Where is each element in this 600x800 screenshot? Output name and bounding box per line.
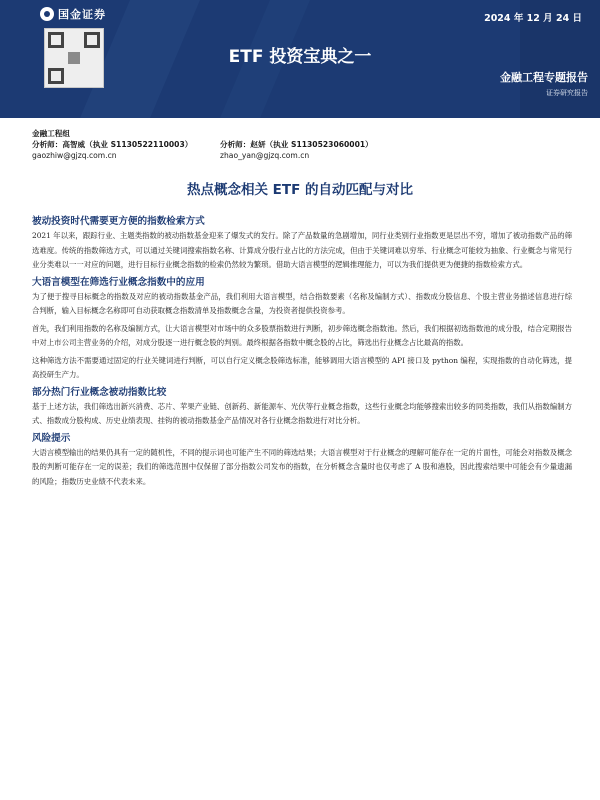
section-4-heading: 风险提示 (32, 432, 71, 444)
analyst-info (32, 128, 373, 161)
section-2-paragraph-1: 为了便于搜寻目标概念的指数及对应的被动指数基金产品，我们利用大语言模型，结合指数要素（名称及编制方式）、指数成分股信息、个股主营业务描述信息进行综合判断，输入目标概念名称即可自动获取概念指数清单及指数概念含量，为投资者提供投资参考。 (32, 291, 572, 315)
report-body (32, 215, 572, 492)
report-type: 金融工程专题报告 (500, 71, 588, 84)
report-title: 热点概念相关 ETF 的自动匹配与对比 (186, 182, 414, 198)
section-3-paragraph: 基于上述方法，我们筛选出新兴消费、芯片、苹果产业链、创新药、新能源车、光伏等行业概念指数，这些行业概念均能够搜索出较多的同类指数，我们从指数编制方式、指数成分股构成、历史业绩表现、挂钩的被动指数基金产品情况对各行业概念指数进行对比分析。 (32, 401, 572, 425)
company-logo (40, 6, 106, 22)
analyst-emails (32, 150, 373, 161)
guojin-logo-icon (40, 7, 54, 21)
section-4-paragraph: 大语言模型输出的结果仍具有一定的随机性，不同的提示词也可能产生不同的筛选结果；大语言模型对于行业概念的理解可能存在一定的片面性，可能会对指数及概念股的判断可能存在一定的误差；我们的筛选范围中仅保留了部分指数公司发布的指数，在分析概念含量时也仅考虑了 A 股和港股，因此搜索结果中可能会有少量遗漏的风险；指数历史业绩不代表未来。 (32, 447, 572, 486)
section-2-paragraph-3: 这种筛选方法不需要通过固定的行业关键词进行判断，可以自行定义概念股筛选标准，能够调用大语言模型的 API 接口及 python 编程，实现指数的自动化筛选，提高投研生产力。 (32, 355, 572, 379)
analyst-names (32, 139, 373, 150)
report-date: 2024 年 12 月 24 日 (484, 13, 582, 24)
analyst-2: 分析师：赵妍（执业 S1130523060001） (220, 140, 373, 149)
section-2-heading: 大语言模型在筛选行业概念指数中的应用 (32, 276, 205, 288)
section-2-paragraph-2: 首先，我们利用指数的名称及编制方式，让大语言模型对市场中的众多股票指数进行判断，初步筛选概念指数池。然后，我们根据初选指数池的成分股，结合定期报告中对上市公司主营业务的介绍，对成分股逐一进行概念股的判别。最终根据各指数中概念股的占比，筛选出行业概念占比最高的指数。 (32, 323, 572, 347)
report-subtype: 证券研究报告 (546, 89, 588, 97)
analyst-department: 金融工程组 (32, 129, 70, 138)
section-3-heading: 部分热门行业概念被动指数比较 (32, 386, 167, 398)
section-1-paragraph: 2021 年以来，跟踪行业、主题类指数的被动指数基金迎来了爆发式的发行。除了产品数量的急剧增加，同行业类别行业指数更是层出不穷，增加了被动指数产品的筛选难度。传统的指数筛选方式，可以通过关键词搜索指数名称、计算成分股行业占比的方法完成，但由于关键词难以穷举、行业概念可能较为抽象、行业概念与常见行业分类难以一一对应的问题，进行目标行业概念指数的检索仍然较为繁琐。借助大语言模型的逻辑推理能力，可以为我们提供更为便捷的指数检索方式。 (32, 231, 572, 269)
analyst-1: 分析师：高智威（执业 S1130522110003） (32, 140, 193, 149)
analyst-2-email: zhao_yan@gjzq.com.cn (220, 151, 310, 160)
logo-text: 国金证券 (58, 8, 106, 21)
report-header-banner (0, 0, 600, 118)
series-title: ETF 投资宝典之一 (228, 47, 372, 67)
section-1-heading: 被动投资时代需要更方便的指数检索方式 (32, 216, 205, 227)
analyst-1-email: gaozhiw@gjzq.com.cn (32, 151, 117, 160)
